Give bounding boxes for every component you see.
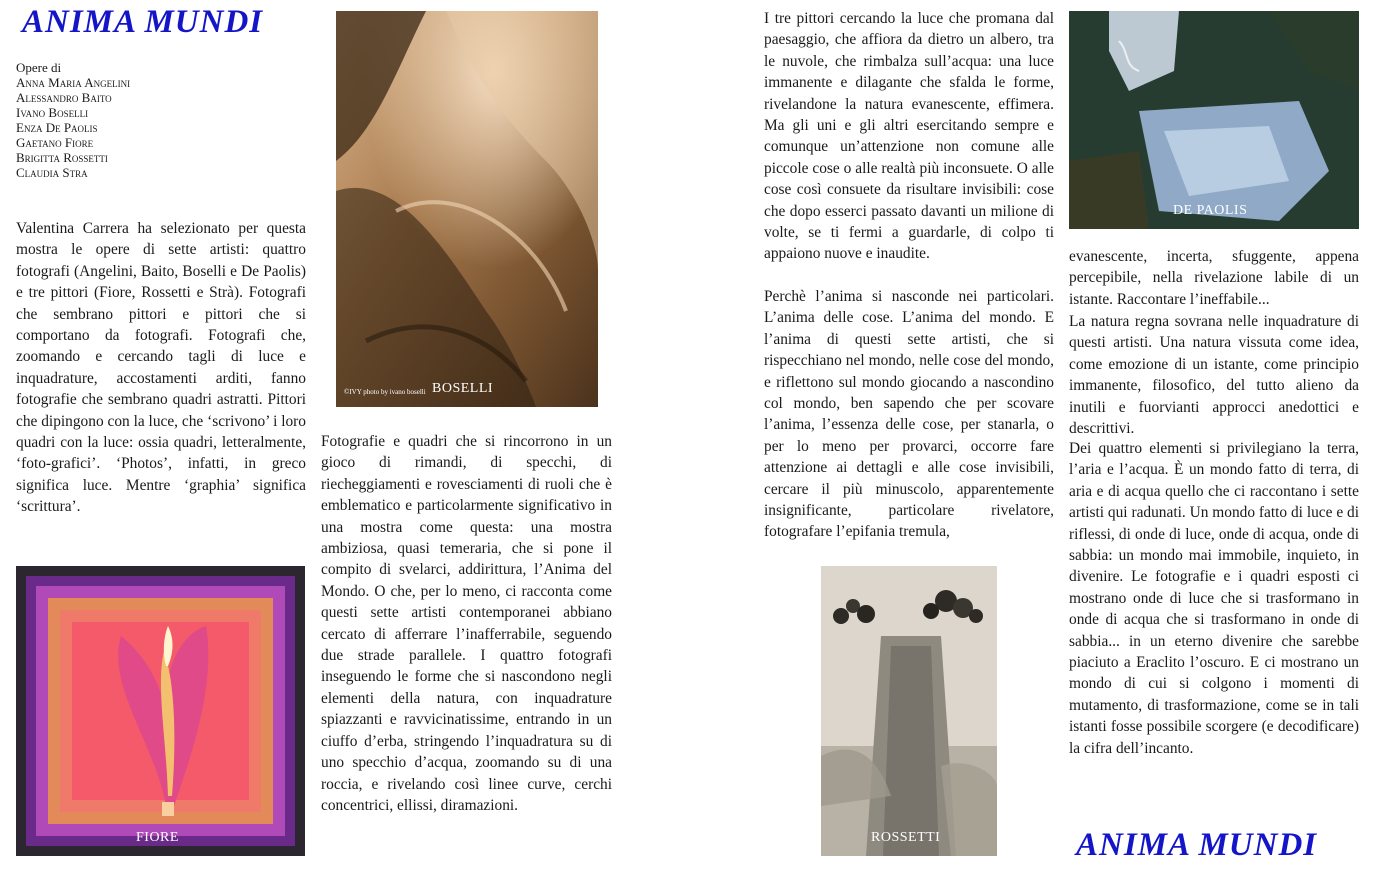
column-two-paragraph: Fotografie e quadri che si rincorrono in un gioco di rimandi, di specchi, di riecheggiamenti e rovesciamenti di ruoli che è emblematico e particolarmente significativo in una mostra come questa: una mostra ambiziosa, quasi temeraria, che si pone il compito di svelarci, addirittura, l’Anima del Mondo. O che, per lo meno, ci racconta come questi sette artisti contemporanei abbiano cercato di afferrare l’inafferrabile, seguendo due strade parallele. I quattro fotografi inseguendo le forme che si nascondono negli elementi della natura, con inquadrature spiazzanti e ravvicinatissime, entrando in un ciuffo d’erba, stringendo l’inquadratura su di uno specchio d’acqua, zoomando su di una roccia, e rivelando così linee curve, cerchi concentrici, ellissi, diramazioni.: [321, 433, 612, 814]
intro-paragraph: Valentina Carrera ha selezionato per questa mostra le opere di sette artisti: quattro fotografi (Angelini, Baito, Boselli e De Paolis) e tre pittori (Fiore, Rossetti e Strà). Fotografi che sembrano pittori e pittori che si comportano da fotografi. Fotografi che, zoomando e cercando tagli di luce e inquadrature, accostamenti arditi, fanno fotografie che sembrano quadri astratti. Pittori che dipingono con la luce, che ‘scrivono’ i loro quadri con la luce: ossia quadri, letteralmente, ‘foto-grafici’. ‘Photos’, infatti, in greco significa luce. Mentre ‘graphia’ significa ‘scrittura’.: [16, 220, 306, 516]
page-title-right: ANIMA MUNDI: [1076, 827, 1318, 863]
fiore-painting: [16, 566, 305, 856]
rossetti-painting: [821, 566, 997, 856]
artist-name: Alessandro Baito: [16, 90, 112, 105]
column-four-paragraph-c: Dei quattro elementi si privilegiano la terra, l’aria e l’acqua. È un mondo fatto di terra, di aria e di acqua quello che ci raccontano i sette artisti qui radunati. Un mondo fatto di luce e di riflessi, di onde di luce, onde di acqua, onde di sabbia: un mondo mai immobile, inquieto, in divenire. Le fotografie e i quadri esposti ci mostrano onde di luce che si trasformano in onde di acqua che si trasformano in onde di sabbia... in un eterno divenire che sarebbe piaciuto a Eraclito l’oscuro. E ci mostrano un mondo di cui si colgono i momenti di mutamento, di trasformazione, come se in tali istanti fosse possibile scorgere (e decodificare) la cifra dell’incanto.: [1069, 440, 1359, 757]
depaolis-photo: [1069, 11, 1359, 229]
photo-credit: ©IVY photo by ivano boselli: [344, 388, 426, 396]
artist-list-heading: Opere di: [16, 60, 62, 75]
column-four-paragraph-a: evanescente, incerta, sfuggente, appena percepibile, nella rivelazione labile di un istante. Raccontare l’ineffabile...: [1069, 248, 1359, 308]
artist-name: Gaetano Fiore: [16, 135, 94, 150]
boselli-caption: BOSELLI: [432, 381, 494, 396]
artist-name: Claudia Stra: [16, 165, 88, 180]
artist-name: Anna Maria Angelini: [16, 75, 131, 90]
column-three-paragraph-a: I tre pittori cercando la luce che promana dal paesaggio, che affiora da dietro un albero, tra le nuvole, che rimbalza sull’acqua: una luce immanente e dilagante che sfalda le forme, rivelandone la natura evanescente, effimera. Ma gli uni e gli altri esercitando sempre e comunque un’attenzione non comune alle piccole cose o alle realtà più inconsuete. O alle cose così consuete da risultare invisibili: cose che dopo esserci passato davanti un milione di volte, se ti fermi a guardarle, di colpo ti appaiono nuove e inaudite.: [764, 10, 1054, 263]
boselli-photo: [336, 11, 598, 407]
rossetti-caption: ROSSETTI: [871, 830, 941, 845]
fiore-caption: FIORE: [136, 830, 179, 845]
artist-name: Enza De Paolis: [16, 120, 98, 135]
artist-name: Ivano Boselli: [16, 105, 89, 120]
artist-name: Brigitta Rossetti: [16, 150, 108, 165]
depaolis-caption: DE PAOLIS: [1173, 203, 1248, 218]
column-four-paragraph-b: La natura regna sovrana nelle inquadrature di questi artisti. Una natura vissuta come idea, come emozione di un istante, come principio immanente, filosofico, del tutto alieno da inutili e fuorvianti approcci anedottici e descrittivi.: [1069, 313, 1359, 438]
artist-list: [16, 60, 216, 180]
page-title-left: ANIMA MUNDI: [22, 4, 264, 40]
column-three-paragraph-b: Perchè l’anima si nasconde nei particolari. L’anima delle cose. L’anima del mondo. E l’anima di questi sette artisti, che si rispecchiano nel mondo, nelle cose del mondo, e riflettono sul mondo giocando a nascondino col mondo, ben sapendo che per scovare l’anima, l’essenza delle cose, per stanarla, o per lo meno per provarci, occorre fare attenzione ai dettagli e alle cose invisibili, cercare il più minuscolo, apparentemente insignificante, particolare rivelatore, fotografare l’epifania tremula,: [764, 288, 1054, 541]
